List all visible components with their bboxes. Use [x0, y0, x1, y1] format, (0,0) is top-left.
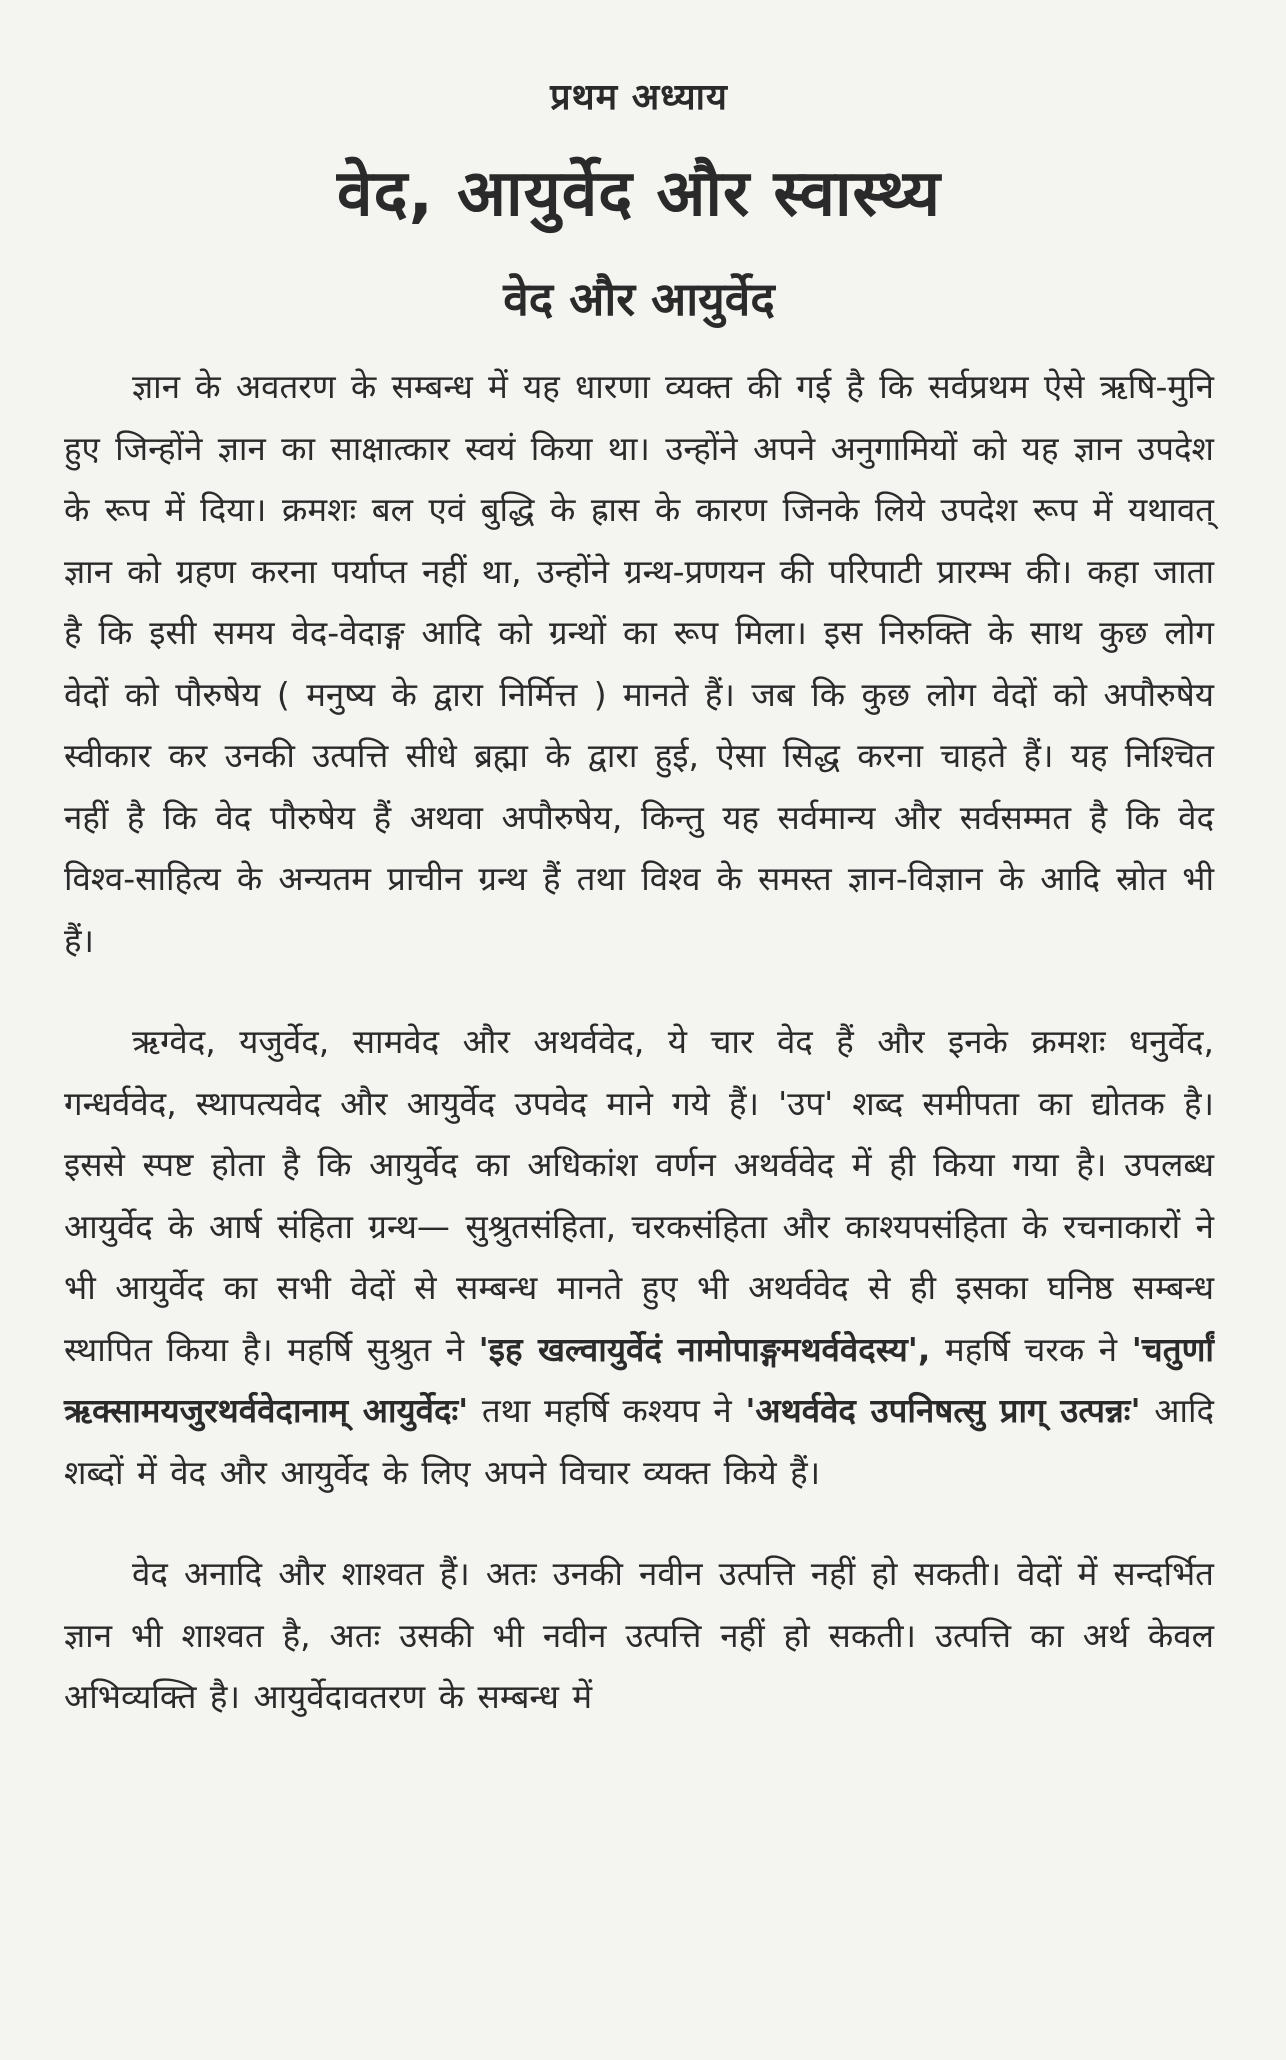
chapter-label: प्रथम अध्याय — [550, 77, 728, 118]
paragraph-2-outro: आदि शब्दों में वेद और आयुर्वेद के लिए अपने विचार व्यक्त किये हैं। — [64, 1391, 1215, 1492]
paragraph-2-mid-2: तथा महर्षि कश्यप ने — [481, 1391, 732, 1430]
paragraph-2-mid-1: महर्षि चरक ने — [944, 1329, 1118, 1369]
kashyapa-quote: 'अथर्ववेद उपनिषत्सु प्राग् उत्पन्नः' — [745, 1391, 1141, 1430]
paragraph-2 — [64, 1011, 1214, 1503]
charaka-quote: 'चतुर्णां ऋक्सामयजुरथर्ववेदानाम् आयुर्वेदः' — [64, 1329, 1214, 1430]
paragraph-2-intro: ऋग्वेद, यजुर्वेद, सामवेद और अथर्ववेद, ये चार वेद हैं और इनके क्रमशः धनुर्वेद, गन्धर्ववेद, स्थापत्यवेद और आयुर्वेद उपवेद माने गये हैं। 'उप' शब्द समीपता का द्योतक है। इससे स्पष्ट होता है कि आयुर्वेद का अधिकांश वर्णन अथर्ववेद में ही किया गया है। उपलब्ध आयुर्वेद के आर्ष संहिता ग्रन्थ— सुश्रुतसंहिता, चरकसंहिता और काश्यपसंहिता के रचनाकारों ने भी आयुर्वेद का सभी वेदों से सम्बन्ध मानते हुए भी अथर्ववेद से ही इसका घनिष्ठ सम्बन्ध स्थापित किया है। महर्षि सुश्रुत ने — [64, 1022, 1214, 1369]
paragraph-3: वेद अनादि और शाश्वत हैं। अतः उनकी नवीन उत्पत्ति नहीं हो सकती। वेदों में सन्दर्भित ज्ञान भी शाश्वत है, अतः उसकी भी नवीन उत्पत्ति नहीं हो सकती। उत्पत्ति का अर्थ केवल अभिव्यक्ति है। आयुर्वेदावतरण के सम्बन्ध में — [64, 1554, 1214, 1716]
page-title: वेद, आयुर्वेद और स्वास्थ्य — [337, 157, 941, 231]
section-title: वेद और आयुर्वेद — [503, 272, 775, 326]
sushruta-quote: 'इह खल्वायुर्वेदं नामोपाङ्गमथर्ववेदस्य', — [478, 1329, 931, 1369]
paragraph-1: ज्ञान के अवतरण के सम्बन्ध में यह धारणा व्यक्त की गई है कि सर्वप्रथम ऐसे ऋषि-मुनि हुए जिन्होंने ज्ञान का साक्षात्कार स्वयं किया था। उन्होंने अपने अनुगामियों को यह ज्ञान उपदेश के रूप में दिया। क्रमशः बल एवं बुद्धि के ह्रास के कारण जिनके लिये उपदेश रूप में यथावत् ज्ञान को ग्रहण करना पर्याप्त नहीं था, उन्होंने ग्रन्थ-प्रणयन की परिपाटी प्रारम्भ की। कहा जाता है कि इसी समय वेद-वेदाङ्ग आदि को ग्रन्थों का रूप मिला। इस निरुक्ति के साथ कुछ लोग वेदों को पौरुषेय ( मनुष्य के द्वारा निर्मित्त ) मानते हैं। जब कि कुछ लोग वेदों को अपौरुषेय स्वीकार कर उनकी उत्पत्ति सीधे ब्रह्मा के द्वारा हुई, ऐसा सिद्ध करना चाहते हैं। यह निश्चित नहीं है कि वेद पौरुषेय हैं अथवा अपौरुषेय, किन्तु यह सर्वमान्य और सर्वसम्मत है कि वेद विश्व-साहित्य के अन्यतम प्राचीन ग्रन्थ हैं तथा विश्व के समस्त ज्ञान-विज्ञान के आदि स्रोत भी हैं। — [64, 367, 1214, 960]
